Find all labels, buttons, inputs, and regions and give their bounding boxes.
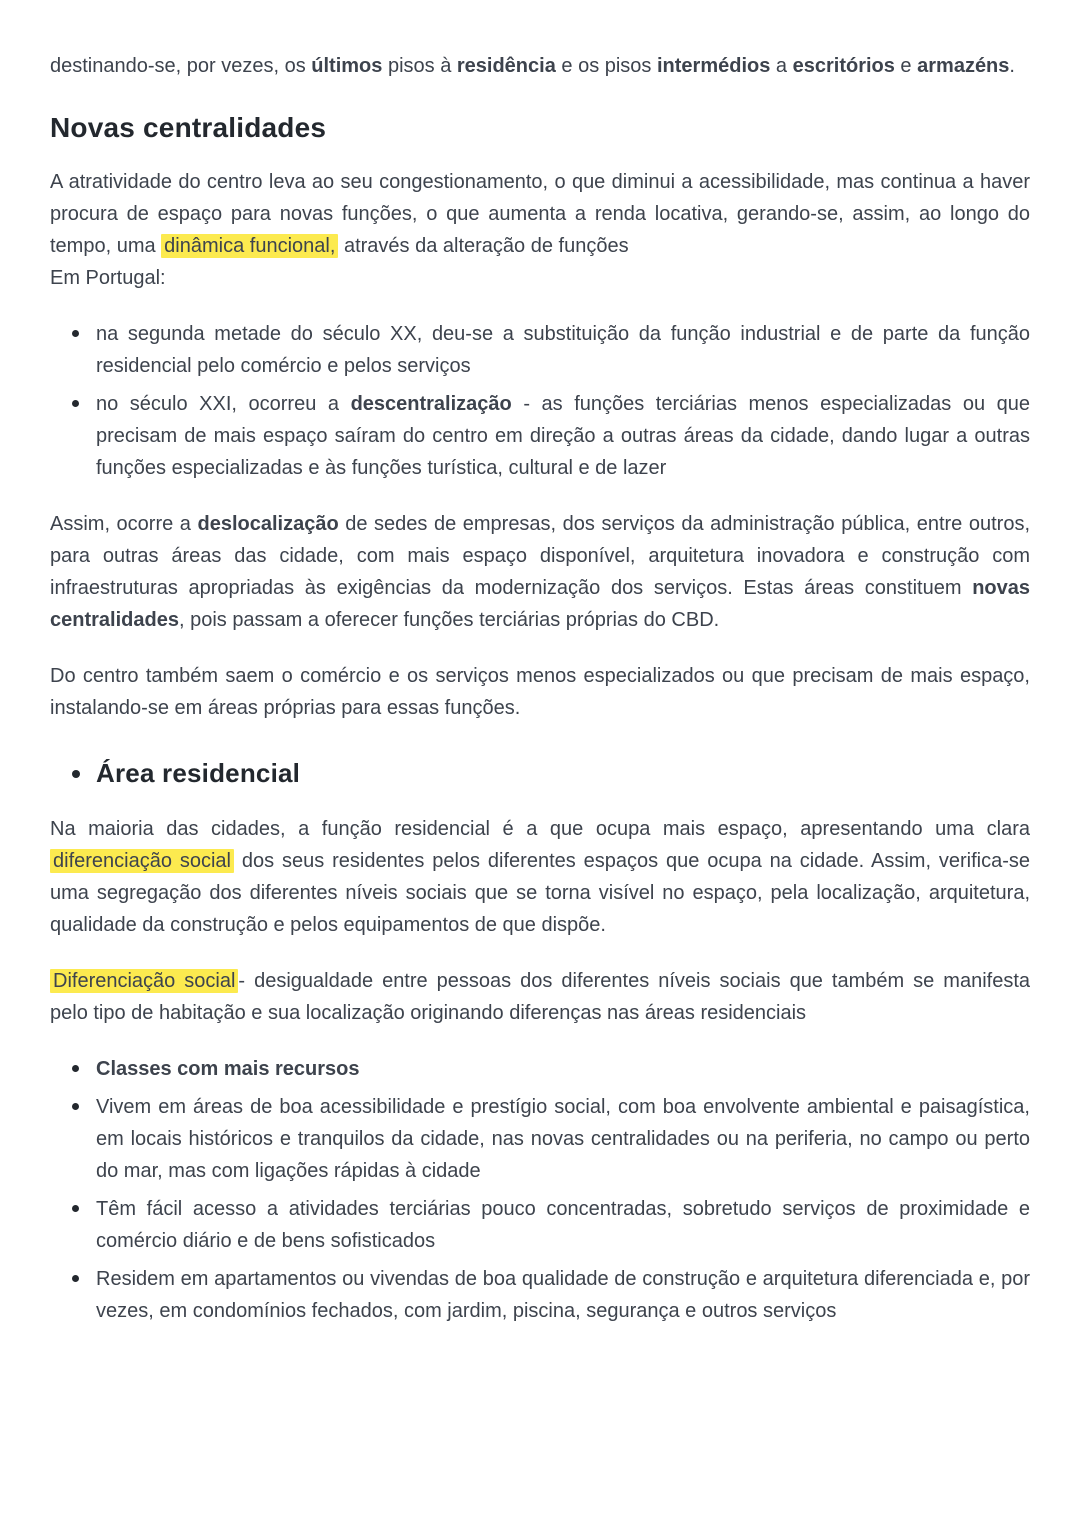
- text-run: pisos à: [382, 55, 457, 77]
- heading-text: Área residencial: [96, 758, 301, 788]
- bold-text: deslocalização: [197, 513, 339, 535]
- text-run: de sedes de empresas, dos serviços da administração pública, entre outros, para outras áreas das cidade, com mais espaço disponível, arquitetura inovadora e construção com infraestruturas apropriadas às exigências da modernização dos serviços. Estas áreas constituem: [50, 513, 1030, 599]
- paragraph-deslocalizacao: [50, 508, 1030, 636]
- list-item: [50, 388, 1030, 484]
- text-run: - as funções terciárias menos especializadas ou que precisam de mais espaço saíram do centro em direção a outras áreas da cidade, dando lugar a outras funções especializadas e às funções turística, cultural e de lazer: [96, 393, 1030, 479]
- text-run: Na maioria das cidades, a função residencial é a que ocupa mais espaço, apresentando uma clara: [50, 818, 1030, 840]
- paragraph-saida-centro: [50, 660, 1030, 724]
- text-run: no século XXI, ocorreu a: [96, 393, 351, 415]
- list-item: [50, 1263, 1030, 1327]
- bullet-icon: [72, 770, 80, 778]
- text-run: .: [1009, 55, 1015, 77]
- text-run: Em Portugal:: [50, 267, 166, 289]
- highlighted-text: Diferenciação social: [50, 969, 238, 993]
- text-run: destinando-se, por vezes, os: [50, 55, 312, 77]
- text-run: , pois passam a oferecer funções terciárias próprias do CBD.: [178, 609, 720, 631]
- list-item: [50, 1091, 1030, 1187]
- bold-text: residência: [456, 55, 556, 77]
- text-run: Têm fácil acesso a atividades terciárias pouco concentradas, sobretudo serviços de proximidade e comércio diário e de bens sofisticados: [96, 1198, 1030, 1252]
- bold-text: últimos: [311, 55, 383, 77]
- text-run: na segunda metade do século XX, deu-se a substituição da função industrial e de parte da função residencial pelo comércio e pelos serviços: [96, 323, 1030, 377]
- paragraph-dinamica-funcional: [50, 166, 1030, 294]
- section-heading-novas-centralidades: Novas centralidades: [50, 112, 327, 143]
- text-run: a: [770, 55, 793, 77]
- list-classes-recursos: [50, 1053, 1030, 1327]
- bold-text: intermédios: [657, 55, 771, 77]
- text-run: e os pisos: [555, 55, 657, 77]
- text-run: Residem em apartamentos ou vivendas de boa qualidade de construção e arquitetura diferenciada e, por vezes, em condomínios fechados, com jardim, piscina, segurança e outros serviços: [96, 1268, 1030, 1322]
- list-item: [50, 318, 1030, 382]
- list-portugal: [50, 318, 1030, 484]
- paragraph-diferenciacao-social: [50, 965, 1030, 1029]
- list-item: [50, 1053, 1030, 1085]
- text-run: dos seus residentes pelos diferentes espaços que ocupa na cidade. Assim, verifica-se uma segregação dos diferentes níveis sociais que se torna visível no espaço, pela localização, arquitetura, qualidade da construção e pelos equipamentos de que dispõe.: [50, 850, 1031, 936]
- paragraph-funcao-residencial: [50, 813, 1030, 941]
- text-run: Assim, ocorre a: [50, 513, 198, 535]
- highlighted-text: diferenciação social: [50, 849, 234, 873]
- bold-text: descentralização: [350, 393, 512, 415]
- highlighted-text: dinâmica funcional,: [161, 234, 338, 258]
- paragraph-intro: [50, 50, 1030, 82]
- text-run: A atratividade do centro leva ao seu congestionamento, o que diminui a acessibilidade, mas continua a haver procura de espaço para novas funções, o que aumenta a renda locativa, gerando-se, assim, ao longo do tempo, uma: [50, 171, 1030, 257]
- text-run: Vivem em áreas de boa acessibilidade e prestígio social, com boa envolvente ambiental e paisagística, em locais históricos e tranquilos da cidade, nas novas centralidades ou na periferia, no campo ou perto do mar, mas com ligações rápidas à cidade: [96, 1096, 1030, 1182]
- bold-text: escritórios: [792, 55, 895, 77]
- text-run: Do centro também saem o comércio e os serviços menos especializados ou que precisam de mais espaço, instalando-se em áreas próprias para essas funções.: [50, 665, 1030, 719]
- list-item: [50, 1193, 1030, 1257]
- bold-text: armazéns: [917, 55, 1010, 77]
- text-run: e: [894, 55, 918, 77]
- section-heading-area-residencial: [50, 758, 1030, 789]
- text-run: através da alteração de funções: [338, 235, 629, 257]
- text-run: - desigualdade entre pessoas dos diferentes níveis sociais que também se manifesta pelo tipo de habitação e sua localização originando diferenças nas áreas residenciais: [50, 970, 1030, 1024]
- bold-text: Classes com mais recursos: [96, 1058, 360, 1080]
- bold-text: novas centralidades: [50, 577, 1030, 631]
